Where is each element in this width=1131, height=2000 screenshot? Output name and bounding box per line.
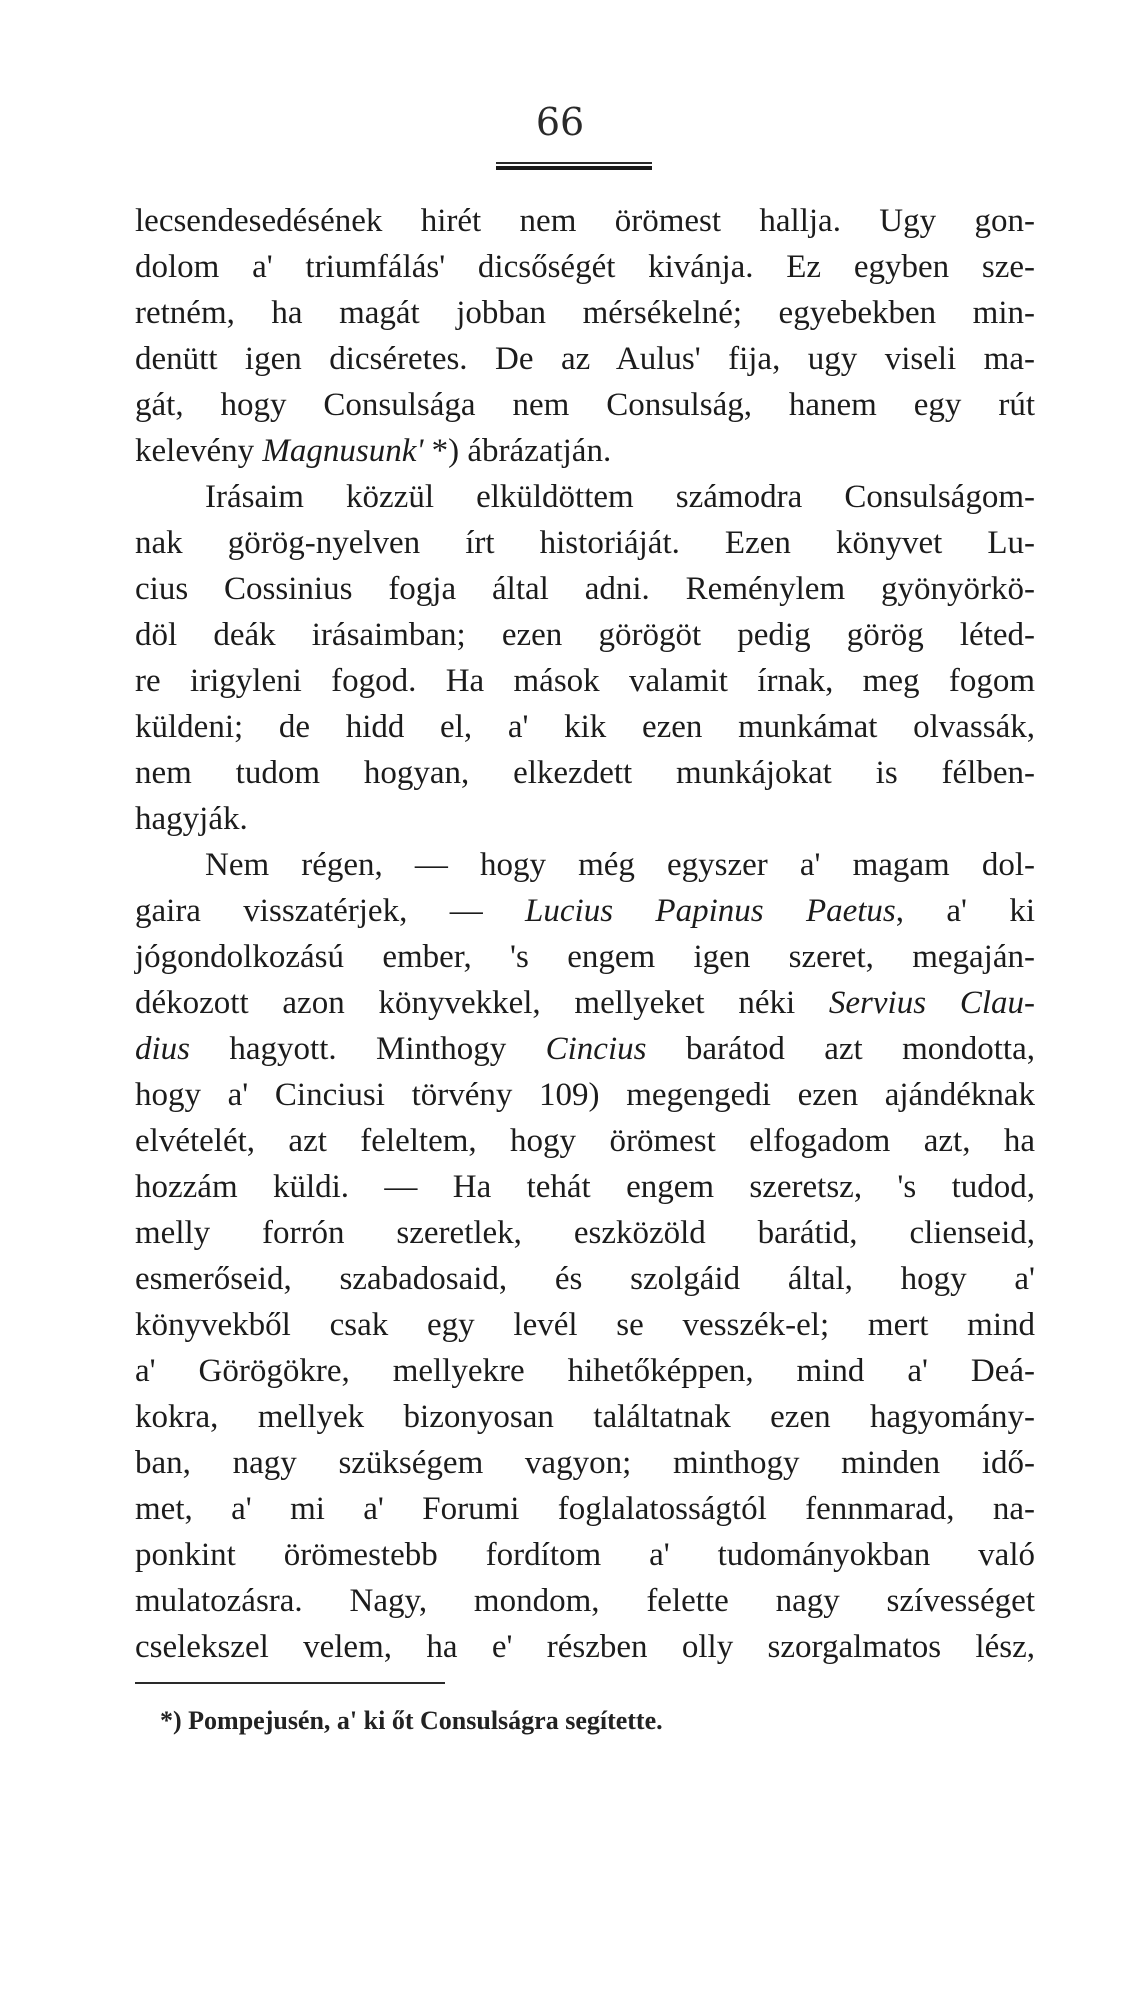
text-line [135,1026,1035,1072]
italic-name: Cincius [545,1031,647,1067]
italic-name: Servius Clau- [828,985,1035,1021]
text-line: küldeni; de hidd el, a' kik ezen munkámat olvassák, [135,709,1035,745]
italic-name: dius [135,1031,191,1067]
text-run: , a' ki [895,893,1035,929]
text-line: met, a' mi a' Forumi foglalatosságtól fennmarad, na- [135,1491,1035,1527]
text-line: cius Cossinius fogja által adni. Reménylem gyönyörkö- [135,571,1035,607]
text-run: dékozott azon könyvekkel, mellyeket néki [135,985,829,1021]
text-line: nem tudom hogyan, elkezdett munkájokat is félben- [135,755,1035,791]
italic-name: Lucius Papinus Paetus [525,893,896,929]
text-run: gaira visszatérjek, — [135,893,526,929]
text-line: ponkint örömestebb fordítom a' tudományokban való [135,1537,1035,1573]
header-rule [496,162,652,170]
text-line: lecsendesedésének hirét nem örömest hallja. Ugy gon- [135,203,1035,239]
text-line [135,428,1035,474]
text-line: döl deák irásaimban; ezen görögöt pedig görög léted- [135,617,1035,653]
text-line: mulatozásra. Nagy, mondom, felette nagy szívességet [135,1583,1035,1619]
text-line: melly forrón szeretlek, eszközöld barátid, clienseid, [135,1215,1035,1251]
paragraph-2 [135,474,1035,842]
italic-name: Magnusunk' [262,433,424,469]
text-line [135,888,1035,934]
footnote: *) Pompejusén, a' ki őt Consulságra segítette. [160,1706,663,1735]
text-line: cselekszel velem, ha e' részben olly szorgalmatos lész, [135,1629,1035,1665]
text-line: elvételét, azt feleltem, hogy örömest elfogadom azt, ha [135,1123,1035,1159]
text-run: hagyott. Minthogy [190,1031,546,1067]
text-line: re irigyleni fogod. Ha mások valamit írnak, meg fogom [135,663,1035,699]
text-line: ban, nagy szükségem vagyon; minthogy minden idő- [135,1445,1035,1481]
footnote-rule [135,1682,445,1684]
text-line: a' Görögökre, mellyekre hihetőképpen, mind a' Deá- [135,1353,1035,1389]
text-line: jógondolkozású ember, 's engem igen szeret, megaján- [135,939,1035,975]
text-line: hagyják. [135,801,248,837]
page-number: 66 [535,100,585,144]
text-line: dolom a' triumfálás' dicsőségét kivánja. Ez egyben sze- [135,249,1035,285]
text-line: könyvekből csak egy levél se vesszék-el; mert mind [135,1307,1035,1343]
text-line: hogy a' Cinciusi törvény 109) megengedi ezen ajándéknak [135,1077,1035,1113]
text-line: retném, ha magát jobban mérsékelné; egyebekben min- [135,295,1035,331]
text-line: kokra, mellyek bizonyosan találtatnak ezen hagyomány- [135,1399,1035,1435]
paragraph-1 [135,198,1035,474]
text-line [135,980,1035,1026]
text-run: kelevény [135,433,263,469]
text-run: barátod azt mondotta, [646,1031,1035,1067]
text-line: Nem régen, — hogy még egyszer a' magam dol- [205,847,1035,883]
text-line: nak görög-nyelven írt historiáját. Ezen könyvet Lu- [135,525,1035,561]
text-line: denütt igen dicséretes. De az Aulus' fija, ugy viseli ma- [135,341,1035,377]
text-line: Irásaim közzül elküldöttem számodra Consulságom- [205,479,1035,515]
text-run: *) ábrázatján. [423,433,612,469]
text-line: gát, hogy Consulsága nem Consulság, hanem egy rút [135,387,1035,423]
text-line: hozzám küldi. — Ha tehát engem szeretsz, 's tudod, [135,1169,1035,1205]
body-text [135,198,1035,1670]
text-line: esmerőseid, szabadosaid, és szolgáid által, hogy a' [135,1261,1035,1297]
paragraph-3 [135,842,1035,1670]
